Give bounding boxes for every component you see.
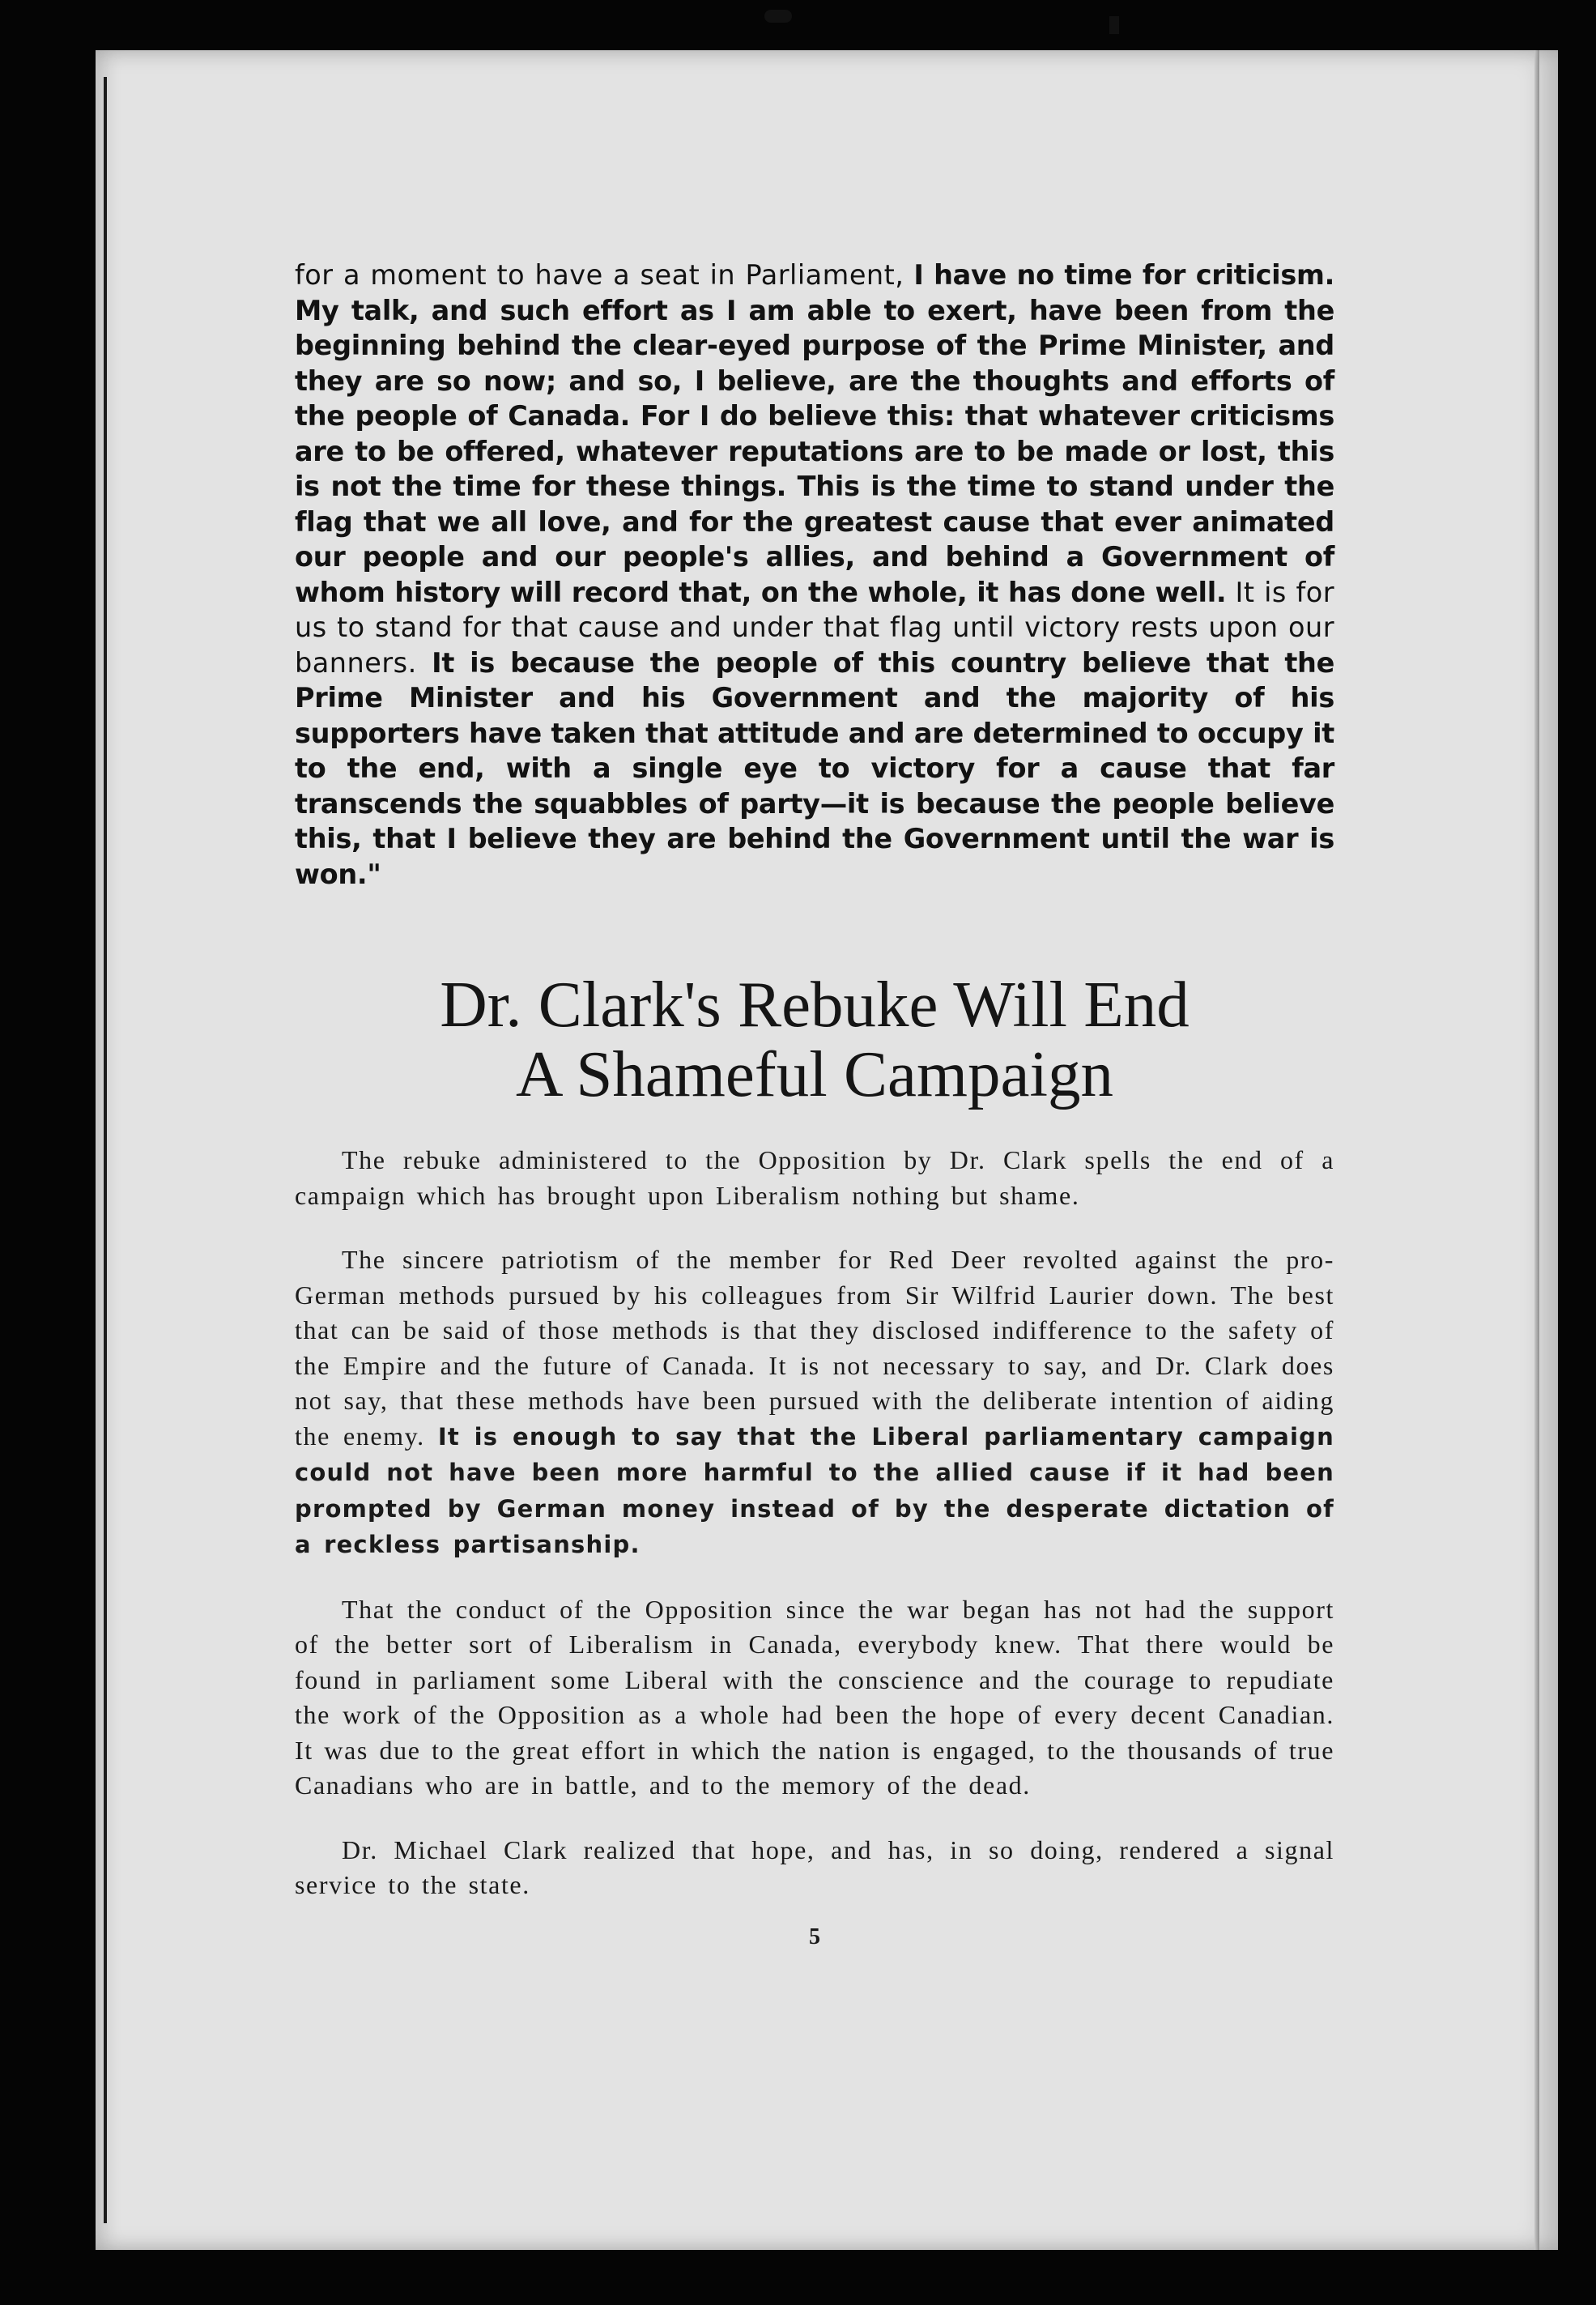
continued-quote-paragraph bbox=[295, 258, 1334, 892]
article-paragraph-4: Dr. Michael Clark realized that hope, and has, in so doing, rendered a signal service to the state. bbox=[295, 1834, 1334, 1899]
paragraph-2-plain-text: The sincere patriotism of the member for Red Deer revolted against the pro-German methods pursued by his colleagues from Sir Wilfrid Laurier down. The best that can be said of those methods is that they disclosed indifference to the safety of the Empire and the future of Canada. It is not necessary to say, and Dr. Clark does not say, that these methods have been pursued with the deliberate intention of aiding the enemy. bbox=[295, 1245, 1334, 1451]
binding-edge-line bbox=[104, 77, 107, 2223]
page-right-edge bbox=[1534, 50, 1539, 2250]
quote-lead-in: for a moment to have a seat in Parliament, bbox=[295, 259, 904, 291]
article-headline bbox=[295, 969, 1334, 1109]
scan-artifact-top-right bbox=[1109, 16, 1119, 34]
quote-plain-passage: It is for us to stand for that cause and under that flag until victory rests upon our banners. bbox=[295, 576, 1335, 679]
scan-artifact-top bbox=[764, 10, 792, 23]
headline-line-2: A Shameful Campaign bbox=[516, 1037, 1113, 1110]
article-paragraph-2 bbox=[295, 1242, 1334, 1563]
quote-bold-passage-1: I have no time for criticism. My talk, and such effort as I am able to exert, have been from the beginning behind the clear-eyed purpose of the Prime Minister, and they are so now; and so, I believe, are the thoughts and efforts of the people of Canada. For I do believe this: that whatever criticisms are to be offered, whatever reputations are to be made or lost, this is not the time for these things. This is the time to stand under the flag that we all love, and for the greatest cause that ever animated our people and our people's allies, and behind a Government of whom history will record that, on the whole, it has done well. bbox=[295, 259, 1334, 608]
quote-bold-passage-2: It is because the people of this country believe that the Prime Minister and his Government and the majority of his supporters have taken that attitude and are determined to occupy it to the end, with a single eye to victory for a cause that far transcends the squabbles of party—it is because the people believe this, that I believe they are behind the Government until the war is won." bbox=[295, 646, 1334, 890]
article-paragraph-3: That the conduct of the Opposition since the war began has not had the support of the better sort of Liberalism in Canada, everybody knew. That there would be found in parliament some Liberal with the conscience and the courage to repudiate the work of the Opposition as a whole had been the hope of every decent Canadian. It was due to the great effort in which the nation is engaged, to the thousands of true Canadians who are in battle, and to the memory of the dead. bbox=[295, 1594, 1334, 1800]
headline-line-1: Dr. Clark's Rebuke Will End bbox=[440, 968, 1190, 1041]
article-paragraph-1: The rebuke administered to the Opposition by Dr. Clark spells the end of a campaign which has brought upon Liberalism nothing but shame. bbox=[295, 1145, 1334, 1210]
page-number: 5 bbox=[809, 1924, 820, 1949]
page-content bbox=[295, 258, 1334, 1950]
paragraph-2-bold-text: It is enough to say that the Liberal parliamentary campaign could not have been more harmful to the allied cause if it had been prompted by German money instead of by the desperate dictation of a reckless partisanship. bbox=[295, 1422, 1334, 1558]
